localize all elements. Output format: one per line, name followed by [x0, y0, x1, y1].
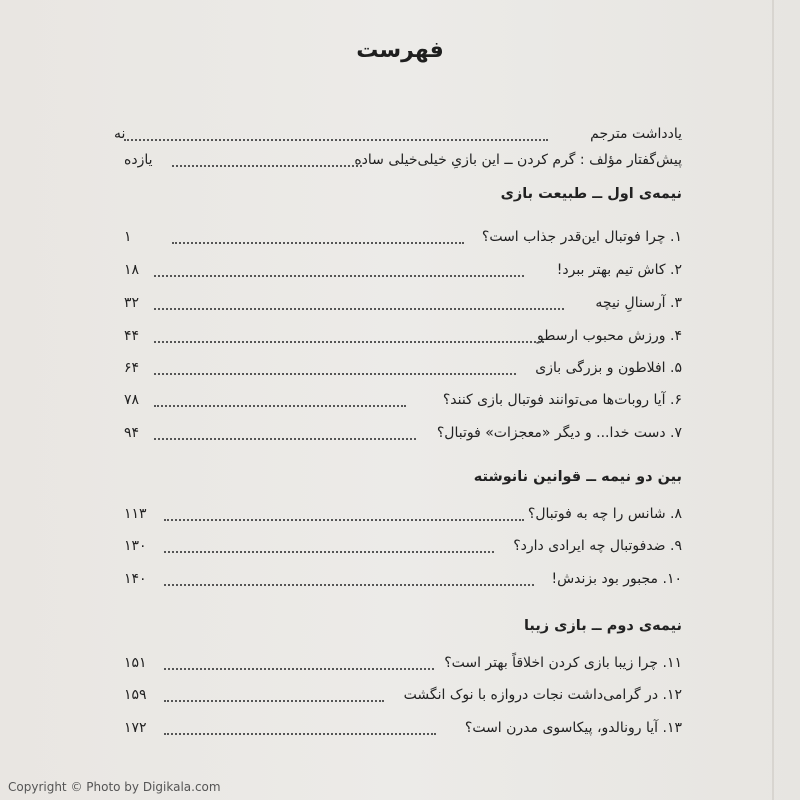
- toc-entry-label: ۷. دست خدا... و دیگر «معجزات» فوتبال؟: [436, 425, 682, 441]
- dot-leader: [154, 438, 416, 440]
- toc-entry-label: ۱۰. مجبور بود بزندش!: [551, 571, 682, 587]
- toc-entry: [124, 567, 682, 591]
- toc-entry: [124, 388, 682, 412]
- toc-entry-page: ۳۲: [124, 295, 140, 311]
- copyright-watermark: Copyright © Photo by Digikala.com: [8, 780, 221, 794]
- toc-entry: [124, 716, 682, 740]
- toc-entry-page: ۱۷۲: [124, 720, 147, 736]
- toc-entry-page: نه: [114, 126, 126, 142]
- toc-entry: [124, 225, 682, 249]
- dot-leader: [154, 275, 524, 277]
- dot-leader: [164, 668, 434, 670]
- toc-entry-label: ۹. ضدفوتبال چه ایرادی دارد؟: [513, 538, 682, 554]
- dot-leader: [154, 405, 406, 407]
- toc-entry: [124, 421, 682, 445]
- toc-entry-page: ۶۴: [124, 360, 140, 376]
- section-heading: بین دو نیمه ــ قوانین نانوشته: [473, 469, 682, 485]
- dot-leader: [164, 584, 534, 586]
- dot-leader: [154, 308, 564, 310]
- toc-entry-page: ۱۴۰: [124, 571, 147, 587]
- toc-entry-label: پیش‌گفتار مؤلف : گرم کردن ــ این بازیِ خیلی‌خیلی ساده: [354, 152, 682, 168]
- dot-leader: [154, 373, 516, 375]
- toc-entry-page: ۱۵۹: [124, 687, 147, 703]
- toc-entry-label: ۱. چرا فوتبال این‌قدر جذاب است؟: [481, 229, 682, 245]
- toc-entry-page: ۴۴: [124, 328, 140, 344]
- toc-entry-label: ۸. شانس را چه به فوتبال؟: [527, 506, 682, 522]
- dot-leader: [172, 165, 362, 167]
- toc-entry-page: ۱۳۰: [124, 538, 147, 554]
- toc-entry-label: ۲. کاش تیم بهتر ببرد!: [556, 262, 682, 278]
- dot-leader: [164, 700, 384, 702]
- toc-entry-label: ۱۳. آیا رونالدو، پیکاسوی مدرن است؟: [464, 720, 682, 736]
- toc-entry: [124, 324, 682, 348]
- dot-leader: [154, 341, 544, 343]
- toc-entry-label: ۶. آیا روبات‌ها می‌توانند فوتبال بازی کنند؟: [442, 392, 682, 408]
- toc-entry-page: ۹۴: [124, 425, 140, 441]
- toc-entry-page: یازده: [124, 152, 153, 168]
- page-title: فهرست: [356, 38, 444, 63]
- toc-entry: [124, 291, 682, 315]
- dot-leader: [172, 242, 464, 244]
- toc-entry: [124, 502, 682, 526]
- toc-entry: [114, 122, 682, 146]
- toc-entry: [124, 148, 682, 172]
- toc-entry-label: ۱۱. چرا زیبا بازی کردن اخلاقاً بهتر است؟: [444, 655, 682, 671]
- toc-entry: [124, 356, 682, 380]
- toc-entry: [124, 258, 682, 282]
- toc-entry-label: ۱۲. در گرامی‌داشت نجات دروازه با نوک انگشت: [403, 687, 682, 703]
- toc-entry-label: ۴. ورزش محبوب ارسطو: [537, 328, 682, 344]
- toc-entry-page: ۱: [124, 229, 132, 245]
- page-fold: [772, 0, 774, 800]
- dot-leader: [164, 551, 494, 553]
- toc-entry: [124, 683, 682, 707]
- dot-leader: [164, 733, 436, 735]
- section-heading: نیمه‌ی دوم ــ بازی زیبا: [523, 618, 682, 634]
- toc-entry-label: ۵. افلاطون و بزرگی بازی: [535, 360, 682, 376]
- dot-leader: [124, 139, 548, 141]
- toc-entry-label: ۳. آرسنالِ نیچه: [595, 295, 682, 311]
- section-heading: نیمه‌ی اول ــ طبیعت بازی: [500, 186, 682, 202]
- toc-entry: [124, 651, 682, 675]
- dot-leader: [164, 519, 524, 521]
- toc-entry-label: یادداشت مترجم: [590, 126, 682, 142]
- toc-entry: [124, 534, 682, 558]
- toc-entry-page: ۱۱۳: [124, 506, 147, 522]
- toc-entry-page: ۷۸: [124, 392, 140, 408]
- toc-entry-page: ۱۵۱: [124, 655, 147, 671]
- toc-entry-page: ۱۸: [124, 262, 140, 278]
